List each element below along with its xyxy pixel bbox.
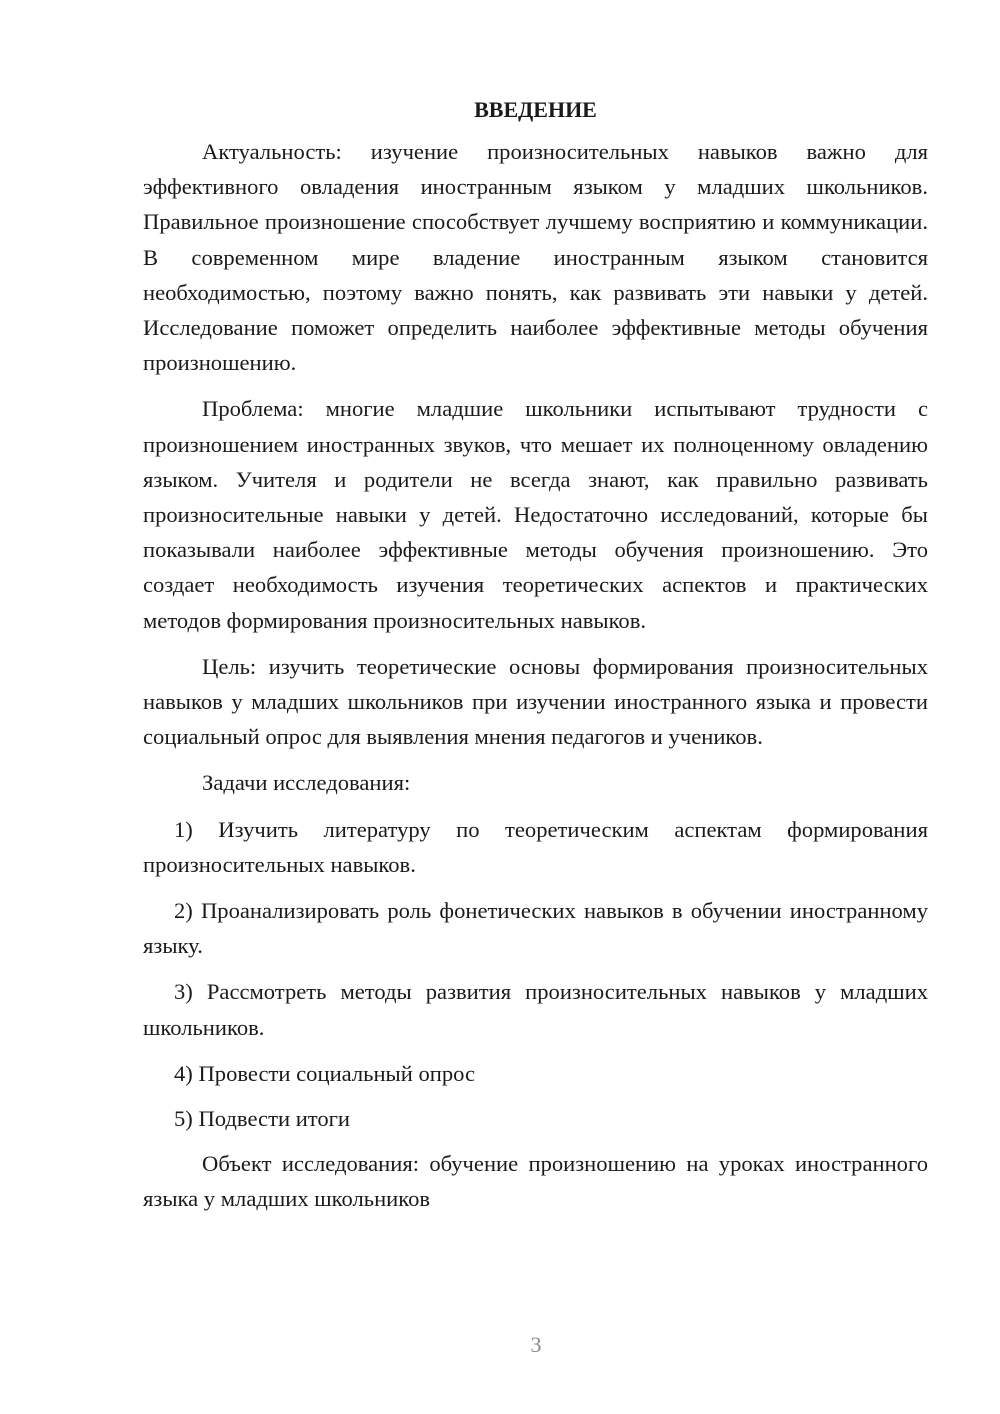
list-item: 2) Проанализировать роль фонетических навыков в обучении иностранному языку. (143, 898, 928, 959)
tasks-list (143, 812, 928, 1137)
list-item: 3) Рассмотреть методы развития произносительных навыков у младших школьников. (143, 979, 928, 1040)
page-number: 3 (530, 1332, 542, 1357)
relevance-paragraph: Актуальность: изучение произносительных навыков важно для эффективного овладения иностранным языком у младших школьников. Правильное произношение способствует лучшему восприятию и коммуникации. В современном мире владение иностранным языком становится необходимостью, поэтому важно понять, как развивать эти навыки у детей. Исследование поможет определить наиболее эффективные методы обучения произношению. (143, 139, 928, 376)
tasks-heading: Задачи исследования: (202, 770, 411, 796)
list-item: 5) Подвести итоги (174, 1106, 351, 1132)
list-item: 4) Провести социальный опрос (174, 1060, 476, 1086)
page-title: ВВЕДЕНИЕ (474, 97, 597, 122)
object-paragraph: Объект исследования: обучение произношению на уроках иностранного языка у младших школьников (143, 1151, 928, 1212)
document-page (143, 92, 928, 1228)
goal-paragraph: Цель: изучить теоретические основы формирования произносительных навыков у младших школьников при изучении иностранного языка и провести социальный опрос для выявления мнения педагогов и учеников. (143, 653, 928, 750)
problem-paragraph: Проблема: многие младшие школьники испытывают трудности с произношением иностранных звуков, что мешает их полноценному овладению языком. Учителя и родители не всегда знают, как правильно развивать произносительные навыки у детей. Недостаточно исследований, которые бы показывали наиболее эффективные методы обучения произношению. Это создает необходимость изучения теоретических аспектов и практических методов формирования произносительных навыков. (143, 396, 928, 633)
list-item: 1) Изучить литературу по теоретическим аспектам формирования произносительных навыков. (143, 816, 928, 877)
